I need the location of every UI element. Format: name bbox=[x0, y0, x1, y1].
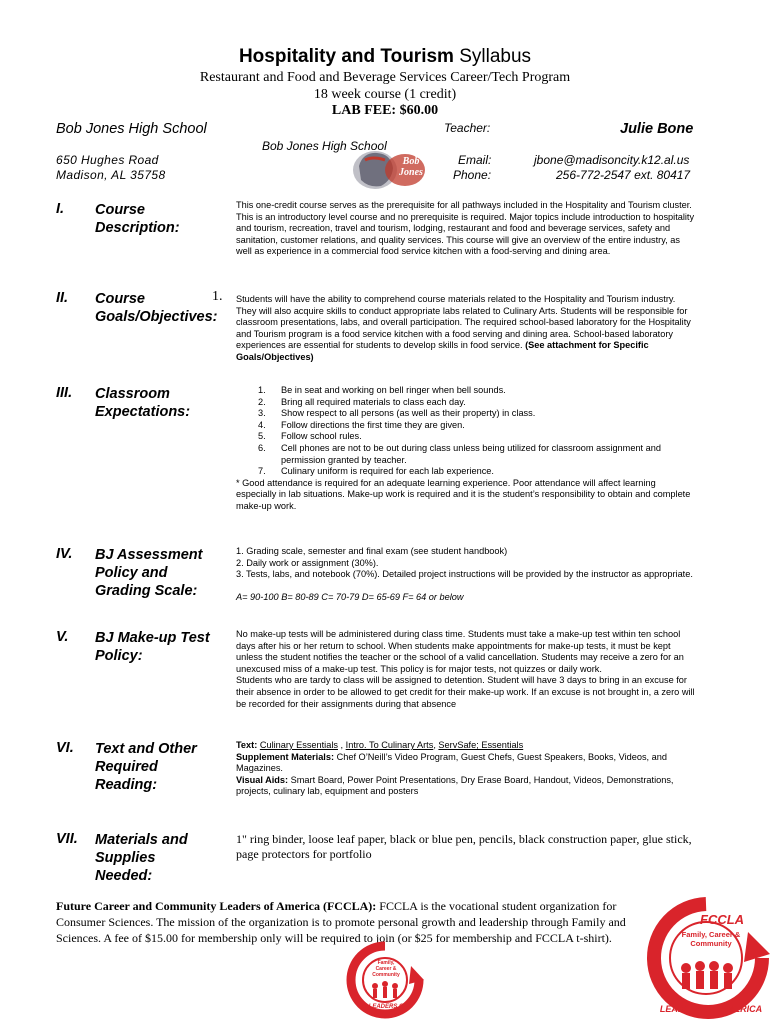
school-address-line1: 650 Hughes Road bbox=[56, 153, 159, 167]
school-logo-caption: Bob Jones High School bbox=[262, 139, 387, 153]
grading-line-2: 2. Daily work or assignment (30%). bbox=[236, 557, 379, 568]
section-2-marker: 1. bbox=[212, 289, 223, 304]
section-1-heading bbox=[95, 201, 180, 237]
supplement-line bbox=[236, 752, 696, 775]
program-line: Restaurant and Food and Beverage Services Career/Tech Program bbox=[199, 70, 571, 85]
section-5-heading bbox=[95, 629, 210, 665]
weeks-line: 18 week course (1 credit) bbox=[313, 87, 457, 102]
grading-scale: A= 90-100 B= 80-89 C= 70-79 D= 65-69 F= 64 or below bbox=[236, 591, 464, 602]
makeup-policy-text: No make-up tests will be administered during class time. Students must take a make-up test within ten school days after his or her return to school. When students make appointments for make-up tests, it must be kept unless the student notifies the teacher or the school of a valid cancellation. Students may receive a zero for an unexcused miss of a make-up test. This policy is for major tests, not quizzes or daily work. bbox=[236, 629, 684, 674]
textbook-3: ServSafe; Essentials bbox=[438, 740, 524, 750]
section-2-heading-line1: Course bbox=[95, 291, 145, 307]
fccla-logo-small-inner: Family, Career & Community bbox=[372, 960, 400, 978]
section-3-heading-line2: Expectations: bbox=[95, 404, 191, 420]
list-item-number: 3. bbox=[258, 408, 266, 419]
list-item-number: 1. bbox=[258, 385, 266, 395]
section-2-number: II. bbox=[56, 290, 69, 306]
fccla-logo-large-top: FCCLA bbox=[700, 912, 745, 927]
tardy-policy-text: Students who are tardy to class will be assigned to detention. Student will have 3 days to bring in an excuse for their absence in order to be allowed to get credit for their make-up work. If an excuse is not brought in, a zero will be recorded for their assignments during that absence bbox=[236, 675, 695, 709]
section-5-number: V. bbox=[56, 629, 69, 645]
fccla-logo-large-bottom: LEADERS OF AMERICA bbox=[659, 1004, 763, 1014]
section-3-heading-line1: Classroom bbox=[95, 386, 170, 402]
section-6-heading-line3: Reading: bbox=[95, 777, 158, 793]
fccla-line-2: Consumer Sciences. The mission of the organization is to promote personal growth and leadership through Family and bbox=[56, 915, 626, 929]
textbook-1: Culinary Essentials bbox=[259, 740, 338, 750]
list-item-number: 6. bbox=[258, 442, 266, 453]
textbook-2: Intro. To Culinary Arts bbox=[345, 740, 434, 750]
section-1-number: I. bbox=[56, 201, 65, 217]
teacher-email: jbone@madisoncity.k12.al.us bbox=[534, 153, 690, 167]
section-6-number: VI. bbox=[56, 740, 74, 756]
section-3-body bbox=[236, 385, 696, 513]
fccla-paragraph bbox=[56, 898, 646, 946]
section-1-heading-line1: Course bbox=[95, 202, 145, 218]
title-bold: Hospitality and Tourism bbox=[238, 46, 454, 67]
section-3-number: III. bbox=[56, 385, 73, 401]
list-item bbox=[236, 385, 696, 397]
list-item-text: Cell phones are not to be out during class unless being utilized for classroom assignment and permission granted by teacher. bbox=[281, 442, 661, 465]
section-4-heading-line3: Grading Scale: bbox=[95, 583, 198, 599]
email-label: Email: bbox=[458, 153, 492, 167]
text-separator: , bbox=[433, 740, 439, 750]
lab-fee: LAB FEE: $60.00 bbox=[331, 103, 439, 118]
visual-aids-text: Smart Board, Power Point Presentations, Dry Erase Board, Handout, Videos, Demonstrations, projects, culinary lab, equipment and posters bbox=[236, 774, 674, 797]
section-2-heading bbox=[95, 290, 218, 326]
teacher-label: Teacher: bbox=[444, 121, 491, 135]
title-rest: Syllabus bbox=[453, 46, 532, 67]
list-item bbox=[236, 431, 696, 443]
section-4-heading-line2: Policy and bbox=[95, 565, 168, 581]
fccla-logo-large-inner: Family, Career & Community bbox=[681, 930, 741, 948]
list-item-text: Follow school rules. bbox=[281, 431, 362, 442]
fccla-line-3: Sciences. A fee of $15.00 for membership only will be required to join (or $25 for membership and FCCLA t-shirt). bbox=[56, 931, 612, 945]
list-item-number: 5. bbox=[258, 431, 266, 442]
fccla-line-1 bbox=[56, 898, 646, 914]
list-item bbox=[236, 397, 696, 409]
teacher-phone: 256-772-2547 ext. 80417 bbox=[556, 168, 691, 182]
section-7-heading-line1: Materials and bbox=[95, 832, 188, 848]
section-2-body bbox=[236, 294, 696, 364]
school-address-line2: Madison, AL 35758 bbox=[56, 168, 166, 182]
section-4-heading bbox=[95, 546, 202, 600]
section-4-body bbox=[236, 546, 696, 603]
list-item bbox=[236, 420, 696, 432]
section-2-body-attachment: (See attachment for Specific Goals/Objectives) bbox=[236, 340, 649, 362]
list-item-text: Bring all required materials to class each day. bbox=[281, 396, 466, 407]
page-title bbox=[0, 46, 770, 68]
text-label: Text: bbox=[236, 740, 258, 750]
list-item-text: Follow directions the first time they are given. bbox=[281, 419, 465, 430]
expectations-list bbox=[236, 385, 696, 478]
section-1-body: This one-credit course serves as the prerequisite for all pathways included in the Hospitality and Tourism cluster. This is an introductory level course and no prerequisite is required. Major topics include introduction to hospitality and tourism, recreation, travel and tourism, lodging, restaurant and food and beverage services, safety and sanitation, customer relations, and quality services. This course will give an overview of the entire industry, as well as experience in a commercial food service kitchen with a food-serving and dining area. bbox=[236, 200, 695, 257]
section-7-heading bbox=[95, 831, 188, 885]
section-6-heading-line1: Text and Other bbox=[95, 741, 197, 757]
list-item-text: Be in seat and working on bell ringer when bell sounds. bbox=[281, 385, 506, 395]
section-5-heading-line2: Policy: bbox=[95, 648, 143, 664]
grading-line-1: 1. Grading scale, semester and final exam (see student handbook) bbox=[236, 546, 508, 556]
section-3-heading bbox=[95, 385, 190, 421]
supplement-label: Supplement Materials: bbox=[236, 751, 335, 762]
section-7-number: VII. bbox=[56, 831, 78, 847]
fccla-logo-small-bottom: LEADERS OF AMERICA bbox=[368, 1004, 408, 1016]
supplement-text: Chef O’Neill’s Video Program, Guest Chefs, Guest Speakers, Books, Videos, and Magazines. bbox=[236, 751, 667, 774]
fccla-heading: Future Career and Community Leaders of America (FCCLA): bbox=[56, 899, 377, 913]
section-2-heading-line2: Goals/Objectives: bbox=[95, 309, 218, 325]
school-logo-text: Bob Jones bbox=[399, 156, 423, 178]
section-2-body-text: Students will have the ability to comprehend course materials related to the Hospitality and Tourism industry. They will also acquire skills to conduct appropriate labs related to Culinary Arts. Students will be responsible for classroom presentations, labs, and overall participation. The required school-based laboratory for the Hospitality and Tourism program is a food service kitchen with a food serving and dining area. School-based laboratory experiences are essential for students to develop skills in food service. bbox=[236, 294, 691, 351]
list-item bbox=[236, 408, 696, 420]
section-7-heading-line2: Supplies bbox=[95, 850, 156, 866]
list-item-text: Culinary uniform is required for each lab experience. bbox=[281, 466, 494, 477]
section-6-body bbox=[236, 740, 696, 798]
school-name: Bob Jones High School bbox=[56, 121, 207, 137]
list-item-number: 7. bbox=[258, 466, 266, 477]
visual-aids-label: Visual Aids: bbox=[236, 774, 289, 785]
section-1-heading-line2: Description: bbox=[95, 220, 180, 236]
grading-line-3: 3. Tests, labs, and notebook (70%). Detailed project instructions will be provided by the instructor as appropriate. bbox=[236, 569, 693, 580]
section-5-heading-line1: BJ Make-up Test bbox=[95, 630, 210, 646]
list-item bbox=[236, 466, 696, 478]
text-line bbox=[236, 740, 696, 752]
section-7-body: 1" ring binder, loose leaf paper, black or blue pen, pencils, black construction paper, glue stick, page protectors for portfolio bbox=[236, 832, 692, 861]
section-7-heading-line3: Needed: bbox=[95, 868, 153, 884]
section-5-body bbox=[236, 629, 696, 710]
list-item-number: 2. bbox=[258, 396, 266, 407]
list-item-number: 4. bbox=[258, 419, 266, 430]
section-4-heading-line1: BJ Assessment bbox=[95, 547, 203, 563]
list-item-text: Show respect to all persons (as well as their property) in class. bbox=[281, 408, 536, 419]
list-item bbox=[236, 443, 696, 466]
attendance-note: * Good attendance is required for an adequate learning experience. Poor attendance will affect learning especially in lab situations. Make-up work is required and it is the student’s responsibility to obtain and complete make-up work. bbox=[236, 477, 691, 511]
teacher-name: Julie Bone bbox=[620, 121, 694, 137]
section-4-number: IV. bbox=[56, 546, 73, 562]
section-6-heading bbox=[95, 740, 197, 794]
phone-label: Phone: bbox=[453, 168, 492, 182]
visual-aids-line bbox=[236, 775, 696, 798]
text-separator: , bbox=[337, 740, 346, 750]
fccla-line-1-text: FCCLA is the vocational student organization for bbox=[376, 899, 617, 913]
section-6-heading-line2: Required bbox=[95, 759, 158, 775]
